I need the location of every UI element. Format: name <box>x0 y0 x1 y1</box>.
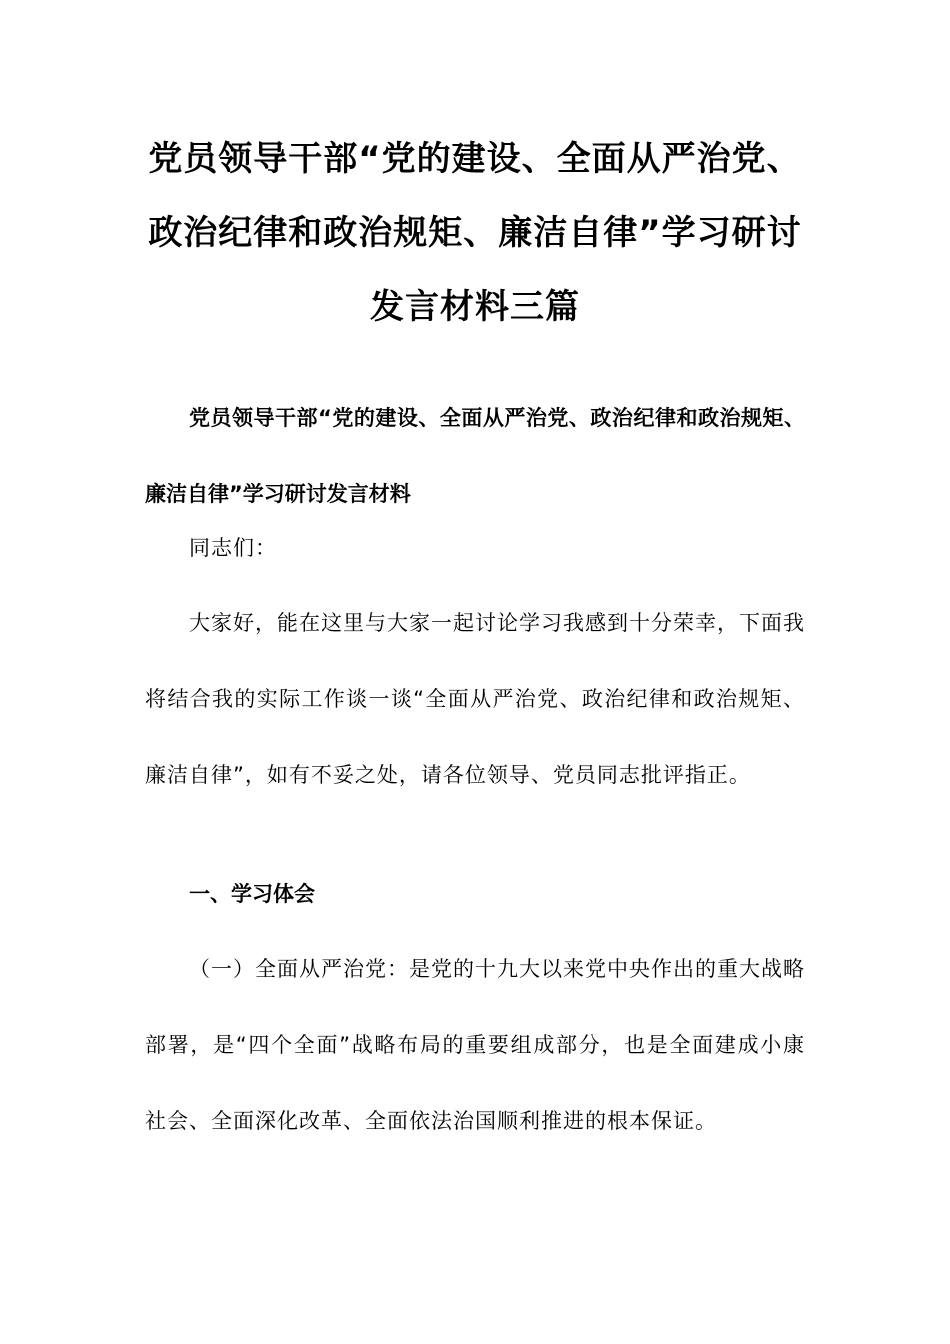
document-title: 党员领导干部“党的建设、全面从严治党、政治纪律和政治规矩、廉洁自律”学习研讨发言材料三篇 <box>148 139 802 327</box>
document-subtitle: 党员领导干部“党的建设、全面从严治党、政治纪律和政治规矩、廉洁自律”学习研讨发言材料 <box>145 406 805 506</box>
point-one-paragraph: （一）全面从严治党：是党的十九大以来党中央作出的重大战略部署，是“四个全面”战略布局的重要组成部分，也是全面建成小康社会、全面深化改革、全面依法治国顺利推进的根本保证。 <box>145 957 805 1133</box>
intro-paragraph: 大家好，能在这里与大家一起讨论学习我感到十分荣幸，下面我将结合我的实际工作谈一谈“全面从严治党、政治纪律和政治规矩、廉洁自律”，如有不妥之处，请各位领导、党员同志批评指正。 <box>145 611 805 787</box>
section-heading: 一、学习体会 <box>189 882 315 906</box>
salutation: 同志们： <box>189 536 277 560</box>
